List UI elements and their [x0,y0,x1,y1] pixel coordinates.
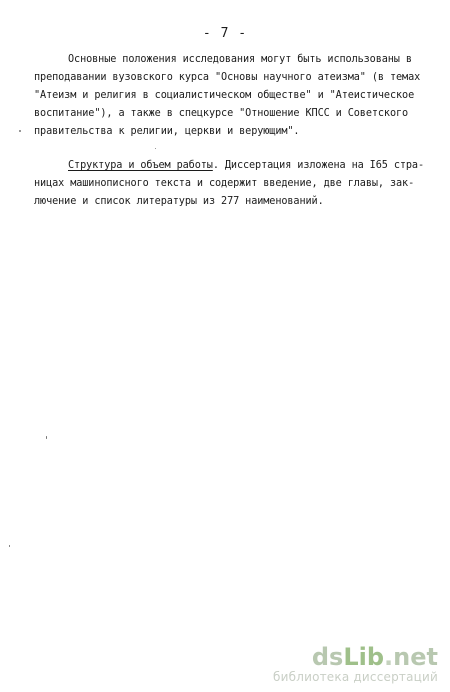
text-line: преподавании вузовского курса "Основы научного атеизма" (в темах [34,72,421,83]
page-number: - 7 - [202,26,248,41]
paragraph-structure [34,157,424,211]
text-fragment: . Диссертация изложена на I65 стра- [212,160,424,171]
text-line: воспитание"), а также в спецкурсе "Отношение КПСС и Советского [34,108,409,119]
scan-speck [9,545,10,547]
text-line: "Атеизм и религия в социалистическом обществе" и "Атеистическое [34,90,415,101]
text-line [34,157,424,175]
text-line: лючение и список литературы из 277 наименований. [34,196,324,207]
section-heading: Структура и объем работы [68,160,213,171]
paragraph-usage [34,51,424,141]
scan-speck [155,148,156,149]
watermark-subtitle: библиотека диссертаций [273,670,438,684]
scan-speck [46,436,47,439]
text-line: правительства к религии, церкви и верующим". [34,126,300,137]
watermark [273,644,438,684]
text-line: ницах машинописного текста и содержит введение, две главы, зак- [34,178,415,189]
scan-speck [19,130,21,132]
watermark-logo: dsLib.net [311,643,438,671]
text-line: Основные положения исследования могут быть использованы в [68,54,412,65]
